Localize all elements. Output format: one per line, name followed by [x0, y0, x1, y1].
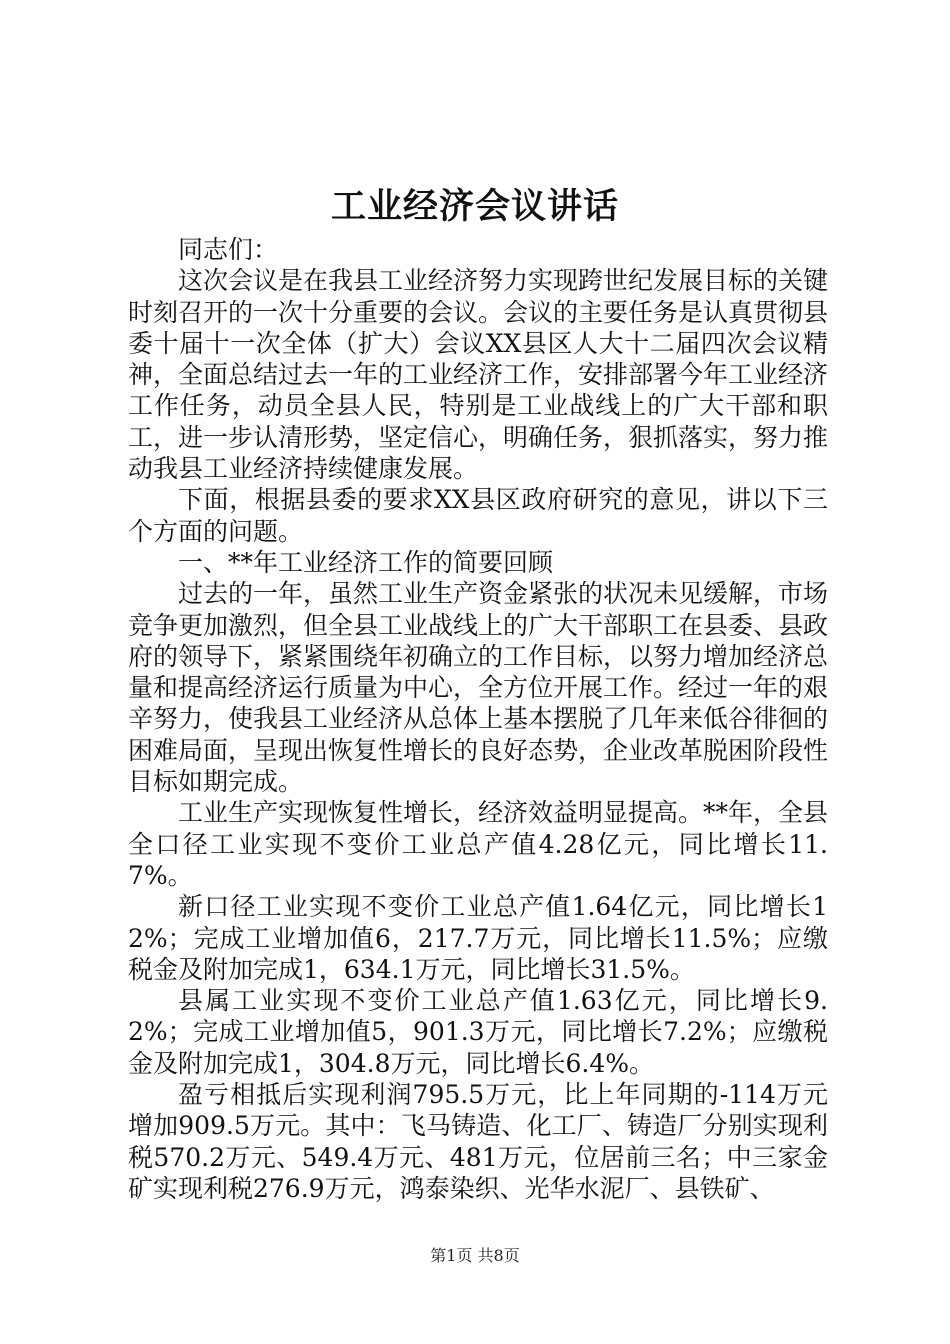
page-footer: 第1页 共8页 [430, 1246, 520, 1265]
section-heading-1: 一、**年工业经济工作的简要回顾 [178, 547, 554, 577]
paragraph-county-industry: 县属工业实现不变价工业总产值1.63亿元，同比增长9.2%；完成工业增加值5，901.3万元，同比增长7.2%；应缴税金及附加完成1，304.8万元，同比增长6.4%。 [128, 986, 828, 1078]
paragraph-outline: 下面，根据县委的要求XX县区政府研究的意见，讲以下三个方面的问题。 [128, 485, 828, 546]
salutation: 同志们： [178, 235, 279, 264]
paragraph-intro: 这次会议是在我县工业经济努力实现跨世纪发展目标的关键时刻召开的一次十分重要的会议。会议的主要任务是认真贯彻县委十届十一次全体（扩大）会议XX县区人大十二届四次会议精神，全面总结过去一年的工业经济工作，安排部署今年工业经济工作任务，动员全县人民，特别是工业战线上的广大干部和职工，进一步认清形势，坚定信心，明确任务，狠抓落实，努力推动我县工业经济持续健康发展。 [128, 266, 829, 484]
paragraph-review: 过去的一年，虽然工业生产资金紧张的状况未见缓解，市场竞争更加激烈，但全县工业战线上的广大干部职工在县委、县政府的领导下，紧紧围绕年初确立的工作目标，以努力增加经济总量和提高经济运行质量为中心，全方位开展工作。经过一年的艰辛努力，使我县工业经济从总体上基本摆脱了几年来低谷徘徊的困难局面，呈现出恢复性增长的良好态势，企业改革脱困阶段性目标如期完成。 [128, 579, 829, 797]
paragraph-new-scope: 新口径工业实现不变价工业总产值1.64亿元，同比增长12%；完成工业增加值6，217.7万元，同比增长11.5%；应缴税金及附加完成1，634.1万元，同比增长31.5%。 [128, 892, 828, 984]
paragraph-profit: 盈亏相抵后实现利润795.5万元，比上年同期的-114万元增加909.5万元。其中：飞马铸造、化工厂、铸造厂分别实现利税570.2万元、549.4万元、481万元，位居前三名；中三家金矿实现利税276.9万元，鸿泰染织、光华水泥厂、县铁矿、 [128, 1080, 828, 1203]
document-title: 工业经济会议讲话 [330, 187, 619, 227]
document-body [128, 234, 828, 1204]
paragraph-growth: 工业生产实现恢复性增长，经济效益明显提高。**年，全县全口径工业实现不变价工业总产值4.28亿元，同比增长11.7%。 [128, 798, 829, 890]
